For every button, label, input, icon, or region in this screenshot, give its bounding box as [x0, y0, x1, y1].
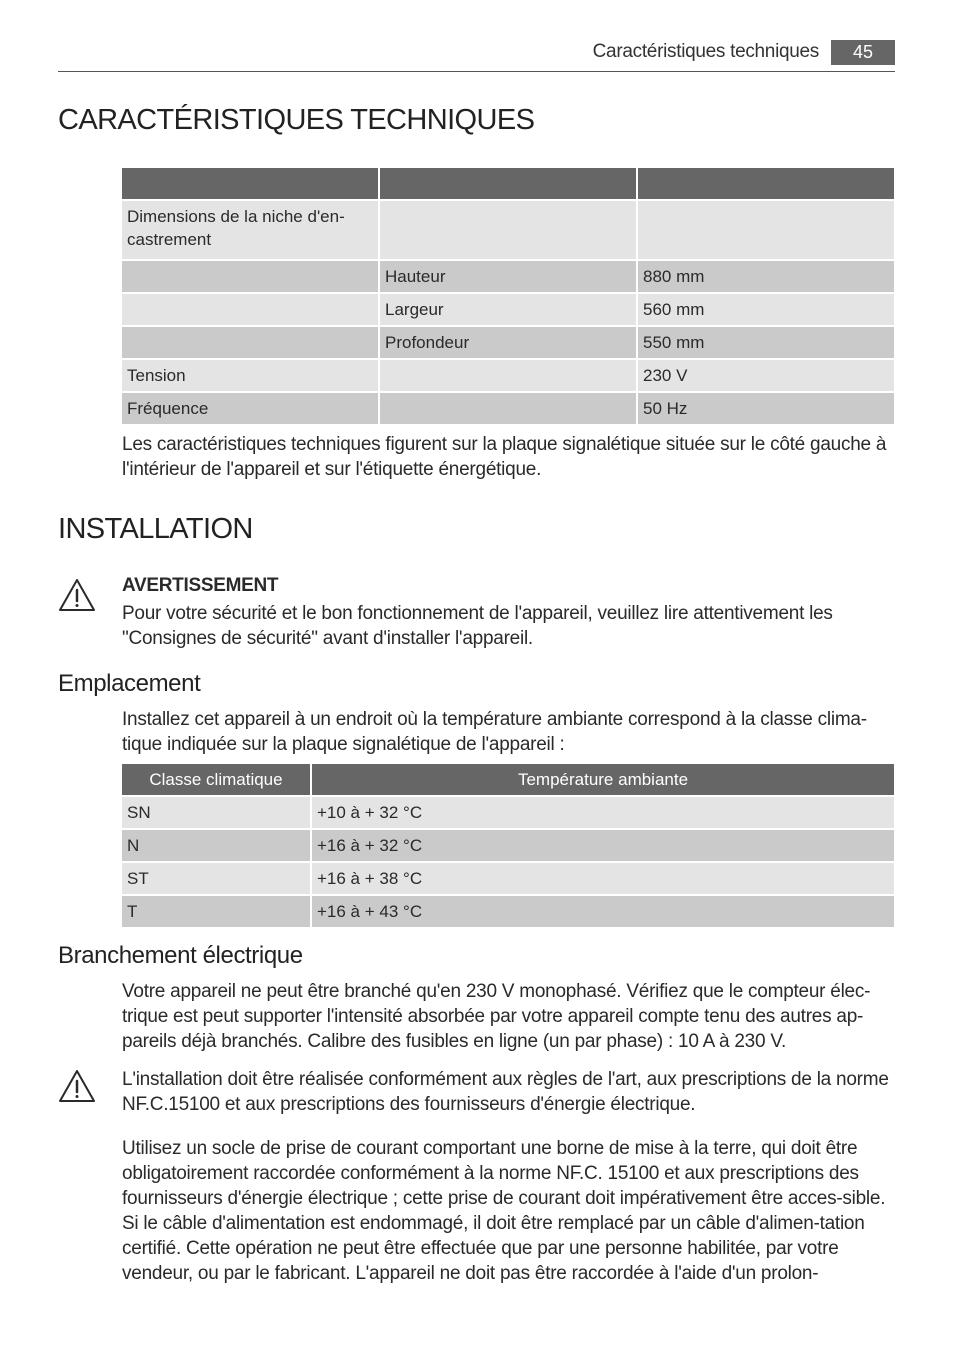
climate-header-class: Classe climatique: [121, 763, 311, 796]
table-cell: 560 mm: [637, 293, 895, 326]
table-row: [121, 862, 895, 895]
table-cell: [379, 200, 637, 260]
table-cell: [121, 326, 379, 359]
table-cell: +16 à + 43 °C: [311, 895, 895, 928]
table-cell: [121, 260, 379, 293]
table-cell: Hauteur: [379, 260, 637, 293]
table-row: [121, 796, 895, 829]
table-row: [121, 293, 895, 326]
table-row: [121, 895, 895, 928]
table-cell: 880 mm: [637, 260, 895, 293]
table-cell: Largeur: [379, 293, 637, 326]
table-cell: T: [121, 895, 311, 928]
warning-text: Pour votre sécurité et le bon fonctionnement de l'appareil, veuillez lire attentivement les "Consignes de sécurité" avant d'installer l'appareil.: [122, 603, 833, 649]
warning-triangle-icon: [57, 577, 97, 613]
table-cell: 50 Hz: [637, 392, 895, 425]
table-cell: SN: [121, 796, 311, 829]
table-row: [121, 260, 895, 293]
table-cell: +16 à + 38 °C: [311, 862, 895, 895]
tech-table-header: [637, 167, 895, 200]
branchement-title: Branchement électrique: [58, 942, 303, 969]
branchement-text: Votre appareil ne peut être branché qu'en 230 V monophasé. Vérifiez que le compteur élec-trique est peut supporter l'intensité absorbée par votre appareil compte tenu des autres ap-pareils déjà branchés. Calibre des fusibles en ligne (un par phase) : 10 A à 230 V.: [122, 981, 871, 1052]
emplacement-title: Emplacement: [58, 670, 201, 697]
table-cell: Fréquence: [121, 392, 379, 425]
climate-table: [121, 763, 895, 928]
table-row: [121, 200, 895, 260]
table-cell: +10 à + 32 °C: [311, 796, 895, 829]
table-cell: 230 V: [637, 359, 895, 392]
tech-note: Les caractéristiques techniques figurent sur la plaque signalétique située sur le côté gauche à l'intérieur de l'appareil et sur l'étiquette énergétique.: [122, 434, 887, 480]
table-cell: [379, 392, 637, 425]
running-header: [58, 40, 895, 72]
warning-triangle-icon: [57, 1068, 97, 1104]
table-cell: ST: [121, 862, 311, 895]
installation-title: INSTALLATION: [58, 513, 253, 545]
table-row: [121, 392, 895, 425]
table-row: [121, 829, 895, 862]
tech-table-header: [121, 167, 379, 200]
tech-table-header: [379, 167, 637, 200]
tech-table: [121, 167, 895, 425]
emplacement-text: Installez cet appareil à un endroit où la température ambiante correspond à la classe clima-tique indiquée sur la plaque signalétique de l'appareil :: [122, 709, 867, 755]
table-row: [121, 359, 895, 392]
table-cell: 550 mm: [637, 326, 895, 359]
table-row: [121, 326, 895, 359]
table-cell: Dimensions de la niche d'en- castrement: [121, 200, 379, 260]
table-cell: Profondeur: [379, 326, 637, 359]
table-cell: Tension: [121, 359, 379, 392]
branchement-warning-text: L'installation doit être réalisée conformément aux règles de l'art, aux prescriptions de la norme NF.C.15100 et aux prescriptions des fournisseurs d'énergie électrique.: [122, 1069, 889, 1115]
tech-section-title: CARACTÉRISTIQUES TECHNIQUES: [58, 104, 535, 136]
table-cell: N: [121, 829, 311, 862]
page-number: 45: [831, 40, 895, 65]
table-cell: [637, 200, 895, 260]
table-cell: +16 à + 32 °C: [311, 829, 895, 862]
branchement-text-2: Utilisez un socle de prise de courant comportant une borne de mise à la terre, qui doit être obligatoirement raccordée conformément à la norme NF.C. 15100 et aux prescriptions des fournisseurs d'énergie électrique ; cette prise de courant doit impérativement être acces-sible. Si le câble d'alimentation est endommagé, il doit être remplacé par un câble d'alimen-tation certifié. Cette opération ne peut être effectuée que par une personne habilitée, par votre vendeur, ou par le fabricant. L'appareil ne doit pas être raccordée à l'aide d'un prolon-: [122, 1138, 886, 1284]
warning-title: AVERTISSEMENT: [122, 575, 279, 596]
climate-header-temp: Température ambiante: [311, 763, 895, 796]
running-header-title: Caractéristiques techniques: [592, 41, 819, 62]
table-cell: [121, 293, 379, 326]
table-cell: [379, 359, 637, 392]
